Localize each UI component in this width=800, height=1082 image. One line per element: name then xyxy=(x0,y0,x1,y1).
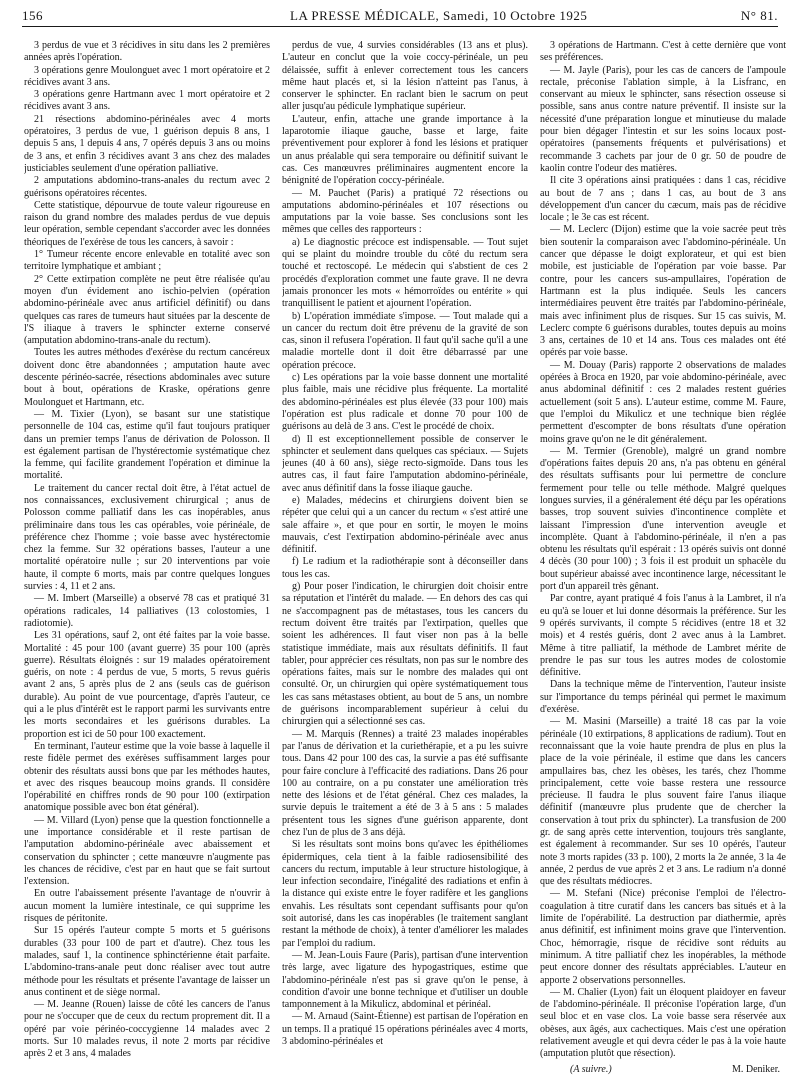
paragraph: — M. Masini (Marseille) a traité 18 cas par la voie périnéale (10 extirpations, 8 applications de radium). Tout en reconnaissant que la voie haute prendra de plus en plus la place de la voie périnéale, il estime que dans les cancers ampullaires bas, chez les obèses, les tarés, chez l'homme principalement, cette voie basse restera une ressource précieuse. Il faudra le plus souvent faire l'anus iliaque définitif (manœuvre plus prudente que de chercher la conservation à tout prix du sphincter). La transfusion de 200 gr. de sang après cette intervention, toujours très sanglante, est également à recommander. Sur ses 10 opérés, l'auteur note 3 morts rapides (33 p. 100), 2 morts la 2e année, 3 la 4e année, 2 perdus de vue après 2 et 3 ans. Le radium n'a donné que des résultats médiocres. xyxy=(540,716,786,888)
page-number: 156 xyxy=(22,8,43,23)
paragraph: — M. Jeanne (Rouen) laisse de côté les cancers de l'anus pour ne s'occuper que de ceux du rectum proprement dit. Il a opéré par voie périnéo-coccygienne 14 malades avec 2 morts. Sur 10 malades revus, il note 2 morts par récidive après 2 et 3 ans, 4 malades xyxy=(24,999,270,1060)
paragraph: c) Les opérations par la voie basse donnent une mortalité plus faible, mais une récidive plus fréquente. La mortalité des abdomino-périnéales est plus élevée (33 pour 100) mais l'opération est plus radicale et donne 70 pour 100 de guérisons au delà de 3 ans. C'est le procédé de choix. xyxy=(282,372,528,433)
issue-number: N° 81. xyxy=(740,8,778,23)
paragraph: f) Le radium et la radiothérapie sont à déconseiller dans tous les cas. xyxy=(282,556,528,580)
paragraph: Le traitement du cancer rectal doit être, à l'état actuel de nos connaissances, exclusivement chirurgical ; anus de Polosson comme palliatif dans les cas inopérables, anus préliminaire dans tous les cas opérables, voie périnéale, de préférence chez l'homme ; voie basse avec hystérectomie chez la femme. Sur 32 opérations basses, l'auteur a une mortalité opératoire nulle ; sur 20 interventions par voie haute, il compte 6 morts, mais par contre quelques longues survies : 4, 11 et 2 ans. xyxy=(24,482,270,593)
paragraph: — M. Stefani (Nice) préconise l'emploi de l'électro-coagulation à titre curatif dans les cancers bas situés et à la limite de l'opérabilité. La destruction par diathermie, après anus définitif, est infiniment moins grave que l'intervention. Choc, hémorragie, risque de récidive sont réduits au minimum. A titre palliatif chez les inopérables, la méthode peut encore donner des résultats appréciables. L'auteur en apporte 2 observations personnelles. xyxy=(540,888,786,986)
paragraph: 21 résections abdomino-périnéales avec 4 morts opératoires, 3 perdus de vue, 1 guérison depuis 8 ans, 1 depuis 5 ans, 1 depuis 4 ans, 7 opérés depuis 3 ans ou moins de 3 ans, et enfin 3 récidives avant 3 ans chez des malades justiciables seulement d'une opération palliative. xyxy=(24,113,270,174)
paragraph: perdus de vue, 4 survies considérables (13 ans et plus). L'auteur en conclut que la voie coccy-périnéale, un peu délaissée, suffit à enlever correctement tous les cancers même haut placés et, si la lésion n'atteint pas l'anus, à conserver le sphincter. En raclant bien le sacrum on peut aller jusqu'au pédicule lymphatique supérieur. xyxy=(282,40,528,113)
paragraph: d) Il est exceptionnellement possible de conserver le sphincter et seulement dans quelques cas spéciaux. — Sujets jeunes (40 à 60 ans), siège recto-sigmoïde. Dans tous les autres cas, il faut faire l'amputation abdomino-périnéale, avec anus définitif dans la fosse iliaque gauche. xyxy=(282,433,528,494)
text-column-middle xyxy=(282,40,528,1080)
paragraph: Toutes les autres méthodes d'exérèse du rectum cancéreux doivent donc être abandonnées ; amputation haute avec descente périnéo-sacrée, résections abdominales avec suture bout à bout, opérations de Kraske, opérations genre Moulonguet et Hartmann, etc. xyxy=(24,347,270,408)
paragraph: 2° Cette extirpation complète ne peut être réalisée qu'au moyen d'un évidement ano ischio-pelvien (opération abdomino-périnéale avec anus artificiel définitif) ou dans quelques cas rares de tumeurs haut situées par la descente de l'S iliaque à travers le sphincter externe conservé (amputation abdomino-trans-anale du rectum). xyxy=(24,273,270,347)
paragraph: — M. Pauchet (Paris) a pratiqué 72 résections ou amputations abdomino-périnéales et 107 résections ou amputations par la voie basse. Ses conclusions sont les mêmes que celles des rapporteurs : xyxy=(282,187,528,236)
journal-running-title: LA PRESSE MÉDICALE, Samedi, 10 Octobre 1925 xyxy=(290,8,588,23)
paragraph: b) L'opération immédiate s'impose. — Tout malade qui a un cancer du rectum doit être prévenu de la gravité de son cas, sinon il refusera l'opération. Il faut qu'il sache qu'il a une maladie mortelle dont il doit être débarrassé par une opération précoce. xyxy=(282,310,528,371)
paragraph: a) Le diagnostic précoce est indispensable. — Tout sujet qui se plaint du moindre trouble du côté du rectum sera touché et rectoscopé. Le médecin qui s'abstient de ces 2 procédés d'exploration commet une faute grave. Il ne devra jamais prononcer les mots « hémorroïdes ou entérite » qui tranquillisent le patient et ajournent l'opération. xyxy=(282,236,528,310)
paragraph: 3 perdus de vue et 3 récidives in situ dans les 2 premières années après l'opération. xyxy=(24,40,270,64)
paragraph: Les 31 opérations, sauf 2, ont été faites par la voie basse. Mortalité : 45 pour 100 (avant guerre) 35 pour 100 (après guerre). Résultats éloignés : sur 19 malades opératoirement guéris, on note : 4 perdus de vue, 5 morts, 5 revus guéris avant 2 ans, 5 après plus de 2 ans (seuls cas de guérison durable). Au point de vue pourcentage, d'après l'auteur, ce qui a le plus d'intérêt est le rapport parmi les survivants entre les morts secondaires et les guérisons durables. La proportion est ici de 50 pour 100 exactement. xyxy=(24,630,270,740)
page-header xyxy=(22,4,778,27)
text-column-right xyxy=(540,40,786,1080)
paragraph: Sur 15 opérés l'auteur compte 5 morts et 5 guérisons durables (33 pour 100 de part et d'autre). Chez tous les malades, sauf 1, la continence sphinctérienne était parfaite. L'abdomino-trans-anale peut donc réaliser avec tout autre méthode pour les résultats et présente l'avantage de laisser un anus continent et de siège normal. xyxy=(24,925,270,998)
text-column-left xyxy=(24,40,270,1080)
paragraph: — M. Tixier (Lyon), se basant sur une statistique personnelle de 104 cas, estime qu'il faut toujours pratiquer dans un premier temps l'anus de dérivation de Polosson. Il est également partisan de l'hystérectomie systématique chez la femme, qui facilite grandement l'opération et diminue la mortalité. xyxy=(24,408,270,482)
paragraph: — M. Imbert (Marseille) a observé 78 cas et pratiqué 31 opérations radicales, 14 palliatives (13 colostomies, 1 radiotomie). xyxy=(24,593,270,629)
paragraph: — M. Jayle (Paris), pour les cas de cancers de l'ampoule rectale, préconise l'ablation simple, à la Lisfranc, en conservant au mieux le sphincter, sans résection osseuse si possible, sans anus contre nature préventif. Il insiste sur la nécessité d'une préparation longue et minutieuse du malade pour bien dégager l'intestin et sur les soins locaux post-opératoires (pansements fréquents et pulvérisations) et recommande 3 cachets par jour de 0 gr. 50 de poudre de kaolin contre l'odeur des matières. xyxy=(540,64,786,174)
paragraph: 3 opérations genre Moulonguet avec 1 mort opératoire et 2 récidives avant 3 ans. xyxy=(24,64,270,88)
paragraph: Cette statistique, dépourvue de toute valeur rigoureuse en raison du grand nombre des malades perdus de vue depuis leur opération, semble cependant s'accorder avec les données théoriques de l'exérèse de tous les cancers, à savoir : xyxy=(24,199,270,248)
paragraph: — M. Chalier (Lyon) fait un éloquent plaidoyer en faveur de l'abdomino-périnéale. Il préconise l'opération large, d'un seul bloc et en vase clos. La voie basse sera réservée aux obèses, aux âgés, aux cachectiques. Mais c'est une opération relativement aveugle et qui devra céder le pas à la voie haute (amputation plutôt que résection). xyxy=(540,986,786,1060)
paragraph: e) Malades, médecins et chirurgiens doivent bien se répéter que celui qui a un cancer du rectum « s'est attiré une sale affaire », et que pour en sortir, le moyen le moins mauvais, c'est l'extirpation abdomino-périnéale avec anus définitif. xyxy=(282,494,528,556)
paragraph: — M. Arnaud (Saint-Étienne) est partisan de l'opération en un temps. Il a pratiqué 15 opérations périnéales avec 4 morts, 3 abdomino-périnéales et xyxy=(282,1011,528,1048)
paragraph: 3 opérations genre Hartmann avec 1 mort opératoire et 2 récidives avant 3 ans. xyxy=(24,89,270,113)
paragraph: — M. Douay (Paris) rapporte 2 observations de malades opérées à Broca en 1920, par voie abdomino-périnéale, avec anus abdominal définitif : ces 2 malades restent guéries actuellement (soit 5 ans). L'auteur estime, comme M. Faure, que l'emploi du Mikulicz et une technique bien réglée permettent d'escompter de bons résultats d'une opération moins grave qu'on ne le dit généralement. xyxy=(540,359,786,445)
paragraph: En outre l'abaissement présente l'avantage de n'ouvrir à aucun moment la lumière intestinale, ce qui supprime les risques de péritonite. xyxy=(24,888,270,925)
paragraph: Dans la technique même de l'intervention, l'auteur insiste sur l'importance du temps périnéal qui permet le maximum d'exérèse. xyxy=(540,679,786,716)
paragraph: — M. Termier (Grenoble), malgré un grand nombre d'opérations faites depuis 20 ans, n'a pas obtenu en général des résultats suffisants pour lui permettre de conclure fermement pour telle ou telle méthode. Malgré quelques longues survies, il a généralement été déçu par les opérations basses, trop souvent suivies d'incontinence complète et laissant l'impression d'une intervention aveugle et incomplète. Quant à l'abdomino-périnéale, il n'en a pas obtenu les résultats qu'il espérait : 13 opérés suivis ont donné 4 décès (30 pour 100) ; 3 fois il est produit un sphacèle du bout supérieur abaissé avec incontinence large, nécessitant le port d'un appareil très gênant. xyxy=(540,445,786,593)
paragraph: Il cite 3 opérations ainsi pratiquées : dans 1 cas, récidive au bout de 7 ans ; dans 1 cas, au bout de 3 ans développement d'un cancer du cæcum, mais pas de récidive locale ; le 3e cas est récent. xyxy=(540,175,786,224)
paragraph: — M. Villard (Lyon) pense que la question fonctionnelle a une importance considérable et il reste partisan de l'amputation abdomino-périnéale avec abaissement et conservation du sphincter ; cette manœuvre n'augmente pas les chances de récidive, c'est par en haut que se fait surtout l'extension. xyxy=(24,814,270,888)
paragraph: — M. Marquis (Rennes) a traité 23 malades inopérables par l'anus de dérivation et la curiethérapie, et a pu les suivre tous. Dans 42 pour 100 des cas, la survie a pas été suffisante pour faire conclure à l'efficacité des radiations. Dans 26 pour 100 au contraire, on a pu constater une amélioration très nette des lésions et de l'état général. Chez ces malades, la survie depuis le traitement a été de 3 à 5 ans : 5 malades présentent tous les signes d'une guérison apparente, dont chez l'un de plus de 3 ans déjà. xyxy=(282,728,528,838)
paragraph: 2 amputations abdomino-trans-anales du rectum avec 2 guérisons opératoires récentes. xyxy=(24,175,270,199)
paragraph: — M. Jean-Louis Faure (Paris), partisan d'une intervention très large, avec ligature des hypogastriques, estime que l'abdomino-périnéale n'est pas si grave qu'on le pense, à condition d'avoir une bonne technique et d'utiliser un double tamponnement à la Mikulicz, abdominal et périnéal. xyxy=(282,949,528,1011)
paragraph: Par contre, ayant pratiqué 4 fois l'anus à la Lambret, il n'a eu qu'à se louer et lui donne désormais la préférence. Sur les 9 opérés survivants, il compte 5 récidives (entre 18 et 32 mois) et 4 restés guéris, dont 2 avec anus à la Lambret. Même à titre palliatif, la méthode de Lambret mérite de prendre le pas sur tous les autres modes de colostomie définitive. xyxy=(540,593,786,679)
paragraph: — M. Leclerc (Dijon) estime que la voie sacrée peut très bien soutenir la comparaison avec l'abdomino-périnéale. Un cancer que dépasse le doigt explorateur, et qui est bien mobile, est justiciable de l'opération par voie basse. Par contre, pour les cancers sus-ampullaires, l'opération de Hartmann est la plus indiquée. Seuls les cancers intermédiaires peuvent être traités par l'abdomino-périnéale, mais avec infiniment plus de risques. Sur 15 cas suivis, M. Leclerc compte 6 guérisons durables, toutes depuis au moins 3 ans, certaines de 10 et 14 ans. Tous ces malades ont été opérés par voie basse. xyxy=(540,224,786,359)
paragraph: 1° Tumeur récente encore enlevable en totalité avec son territoire lymphatique et ambiant ; xyxy=(24,249,270,273)
author-name: M. Deniker. xyxy=(731,1063,780,1075)
paragraph: En terminant, l'auteur estime que la voie basse à laquelle il reste fidèle permet des exérèses suffisamment larges pour obtenir des résultats aussi bons que par les méthodes hautes, et avec des risques beaucoup moins grands. Il considère l'opérabilité en chiffres ronds de 90 pour 100 (extirpation anatomique possible avec bon état général). xyxy=(24,740,270,814)
paragraph: 3 opérations de Hartmann. C'est à cette dernière que vont ses préférences. xyxy=(540,40,786,64)
article-signature xyxy=(540,1064,786,1076)
to-be-continued-note: (A suivre.) xyxy=(570,1063,612,1075)
paragraph: g) Pour poser l'indication, le chirurgien doit choisir entre sa réputation et l'intérêt du malade. — En dehors des cas qui ne s'accompagnent pas de métastases, tous les cancers du rectum doivent être traités par l'extirpation, quelles que soient les adhérences. Il faut viser non pas à la belle statistique immédiate, mais aux résultats définitifs. Il faut tabler, pour apprécier ces résultats, non pas sur le nombre des opérations faites, mais sur le nombre des malades qui ont consulté. Or, un chirurgien qui opère systématiquement tous les cas sans métastases obtient, au bout de 5 ans, un nombre de guérisons incomparablement supérieur à celui du chirurgien qui a sélectionné ses cas. xyxy=(282,581,528,728)
paragraph: Si les résultats sont moins bons qu'avec les épithéliomes épidermiques, cela tient à la faible radiosensibilité des cancers du rectum, imputable à leur structure histologique, à leur infection secondaire, l'inégalité des radiations et enfin à la distance qui existe entre le foyer radifère et les ganglions envahis. Les résultats sont cependant suffisants pour qu'on soit autorisé, dans les cas inopérables (le traitement sanglant restant la méthode de choix), à tenter d'améliorer les malades par l'emploi du radium. xyxy=(282,839,528,949)
paragraph: L'auteur, enfin, attache une grande importance à la laparotomie iliaque gauche, basse et large, faite préventivement pour explorer à fond les lésions et pratiquer un anus préalable qui sera temporaire ou définitif suivant le cas. Ces manœuvres préliminaires augmentent encore la bénignité de l'opération coccy-périnéale. xyxy=(282,113,528,187)
